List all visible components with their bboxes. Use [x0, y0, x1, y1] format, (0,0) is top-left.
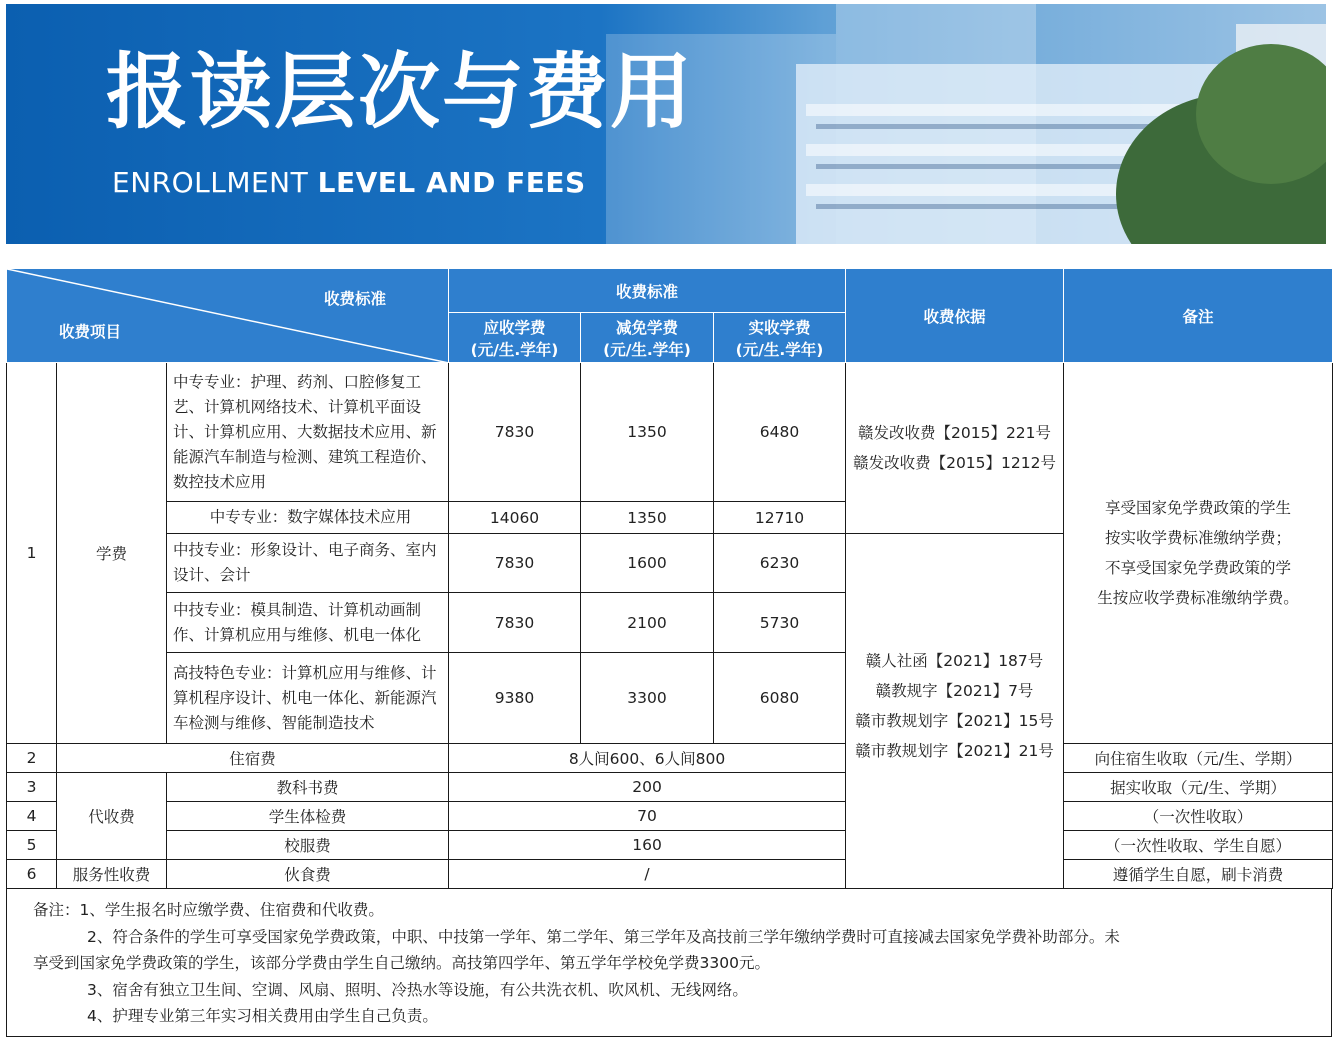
header-item-label: 收费项目 [59, 323, 122, 341]
row-remark: 向住宿生收取（元/生、学期） [1064, 744, 1333, 773]
diagonal-line [7, 269, 449, 363]
row-no: 5 [7, 831, 57, 860]
actual-cell: 6230 [714, 534, 846, 593]
row-no: 2 [7, 744, 57, 773]
waive-cell: 1350 [581, 502, 714, 534]
major-cell: 中技专业：形象设计、电子商务、室内设计、会计 [167, 534, 449, 593]
due-cell: 7830 [449, 363, 581, 502]
row-remark: （一次性收取、学生自愿） [1064, 831, 1333, 860]
due-cell: 14060 [449, 502, 581, 534]
row-no: 4 [7, 802, 57, 831]
notes-section [6, 889, 1332, 1037]
note-2: 2、符合条件的学生可享受国家免学费政策，中职、中技第一学年、第二学年、第三学年及高技前三学年缴纳学费时可直接减去国家免学费补助部分。未 [87, 927, 1120, 946]
row-value: 8人间600、6人间800 [449, 744, 846, 773]
row-name: 教科书费 [167, 773, 449, 802]
row-remark: 据实收取（元/生、学期） [1064, 773, 1333, 802]
table-row [7, 773, 1333, 802]
major-cell: 中技专业：模具制造、计算机动画制作、计算机应用与维修、机电一体化 [167, 593, 449, 653]
row-name: 伙食费 [167, 860, 449, 889]
table-row [7, 831, 1333, 860]
header-diagonal-cell [7, 269, 449, 363]
row-name: 学费 [57, 363, 167, 744]
table-row [7, 744, 1333, 773]
header-waive: 减免学费 (元/生.学年) [581, 313, 714, 363]
basis-cell-a: 赣发改收费【2015】221号 赣发改收费【2015】1212号 [846, 363, 1064, 534]
basis-cell-b: 赣人社函【2021】187号 赣教规字【2021】7号 赣市教规划字【2021】15号 赣市教规划字【2021】21号 [846, 534, 1064, 889]
row-no: 1 [7, 363, 57, 744]
row-value: / [449, 860, 846, 889]
waive-cell: 1350 [581, 363, 714, 502]
actual-cell: 6080 [714, 653, 846, 744]
header-actual: 实收学费 (元/生.学年) [714, 313, 846, 363]
row-name: 学生体检费 [167, 802, 449, 831]
due-cell: 7830 [449, 534, 581, 593]
fee-table [6, 268, 1333, 889]
row-name: 住宿费 [57, 744, 449, 773]
row-group: 代收费 [57, 773, 167, 860]
header-basis: 收费依据 [846, 269, 1064, 363]
note-4: 4、护理专业第三年实习相关费用由学生自己负责。 [87, 1007, 438, 1025]
header-due: 应收学费 (元/生.学年) [449, 313, 581, 363]
actual-cell: 5730 [714, 593, 846, 653]
major-cell: 高技特色专业：计算机应用与维修、计算机程序设计、机电一体化、新能源汽车检测与维修、智能制造技术 [167, 653, 449, 744]
row-no: 3 [7, 773, 57, 802]
fee-table-wrapper [6, 268, 1332, 1038]
header-banner [6, 4, 1326, 244]
note-2-cont: 享受到国家免学费政策的学生，该部分学费由学生自己缴纳。高技第四学年、第五学年学校免学费3300元。 [33, 954, 770, 972]
actual-cell: 12710 [714, 502, 846, 534]
table-row [7, 802, 1333, 831]
waive-cell: 2100 [581, 593, 714, 653]
subtitle-light: ENROLLMENT [112, 166, 318, 199]
row-name: 校服费 [167, 831, 449, 860]
row-group: 服务性收费 [57, 860, 167, 889]
row-value: 200 [449, 773, 846, 802]
header-standard: 收费标准 [449, 269, 846, 313]
page-title: 报读层次与费用 [106, 45, 695, 140]
row-remark: （一次性收取） [1064, 802, 1333, 831]
actual-cell: 6480 [714, 363, 846, 502]
note-3: 3、宿舍有独立卫生间、空调、风扇、照明、冷热水等设施，有公共洗衣机、吹风机、无线网络。 [87, 980, 748, 999]
header-remark: 备注 [1064, 269, 1333, 363]
row-remark: 遵循学生自愿，刷卡消费 [1064, 860, 1333, 889]
page-subtitle [112, 166, 586, 199]
row-value: 70 [449, 802, 846, 831]
due-cell: 9380 [449, 653, 581, 744]
remark-tuition: 享受国家免学费政策的学生 按实收学费标准缴纳学费； 不享受国家免学费政策的学 生按应收学费标准缴纳学费。 [1064, 363, 1333, 744]
header-standard-label: 收费标准 [324, 290, 387, 308]
due-cell: 7830 [449, 593, 581, 653]
major-cell: 中专专业：护理、药剂、口腔修复工艺、计算机网络技术、计算机平面设计、计算机应用、大数据技术应用、新能源汽车制造与检测、建筑工程造价、数控技术应用 [167, 363, 449, 502]
row-value: 160 [449, 831, 846, 860]
major-cell: 中专专业：数字媒体技术应用 [167, 502, 449, 534]
waive-cell: 1600 [581, 534, 714, 593]
waive-cell: 3300 [581, 653, 714, 744]
table-row [7, 860, 1333, 889]
table-row [7, 363, 1333, 502]
row-no: 6 [7, 860, 57, 889]
note-1: 备注：1、学生报名时应缴学费、住宿费和代收费。 [33, 901, 384, 919]
subtitle-bold: LEVEL AND FEES [317, 166, 586, 199]
